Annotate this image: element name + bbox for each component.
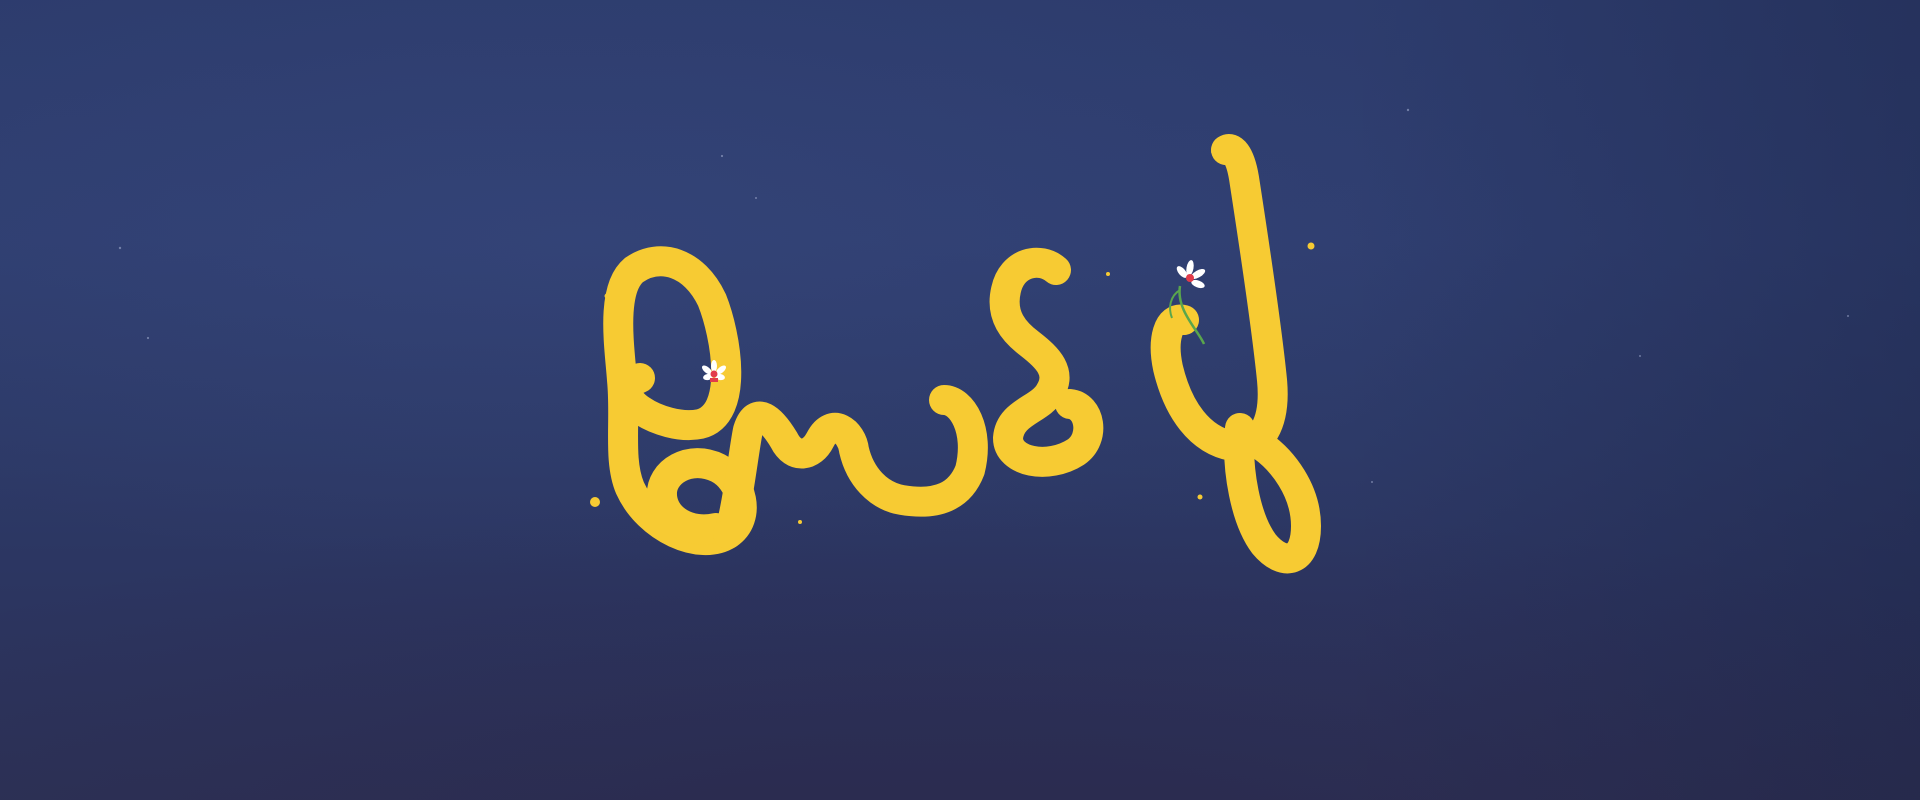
- title-lettering: [618, 149, 1306, 558]
- glyph-ma: [1005, 263, 1089, 462]
- glyph-pre-inner-loop: [662, 496, 716, 529]
- glyph-re-wave: [728, 400, 973, 534]
- glyph-lu: [1166, 149, 1306, 558]
